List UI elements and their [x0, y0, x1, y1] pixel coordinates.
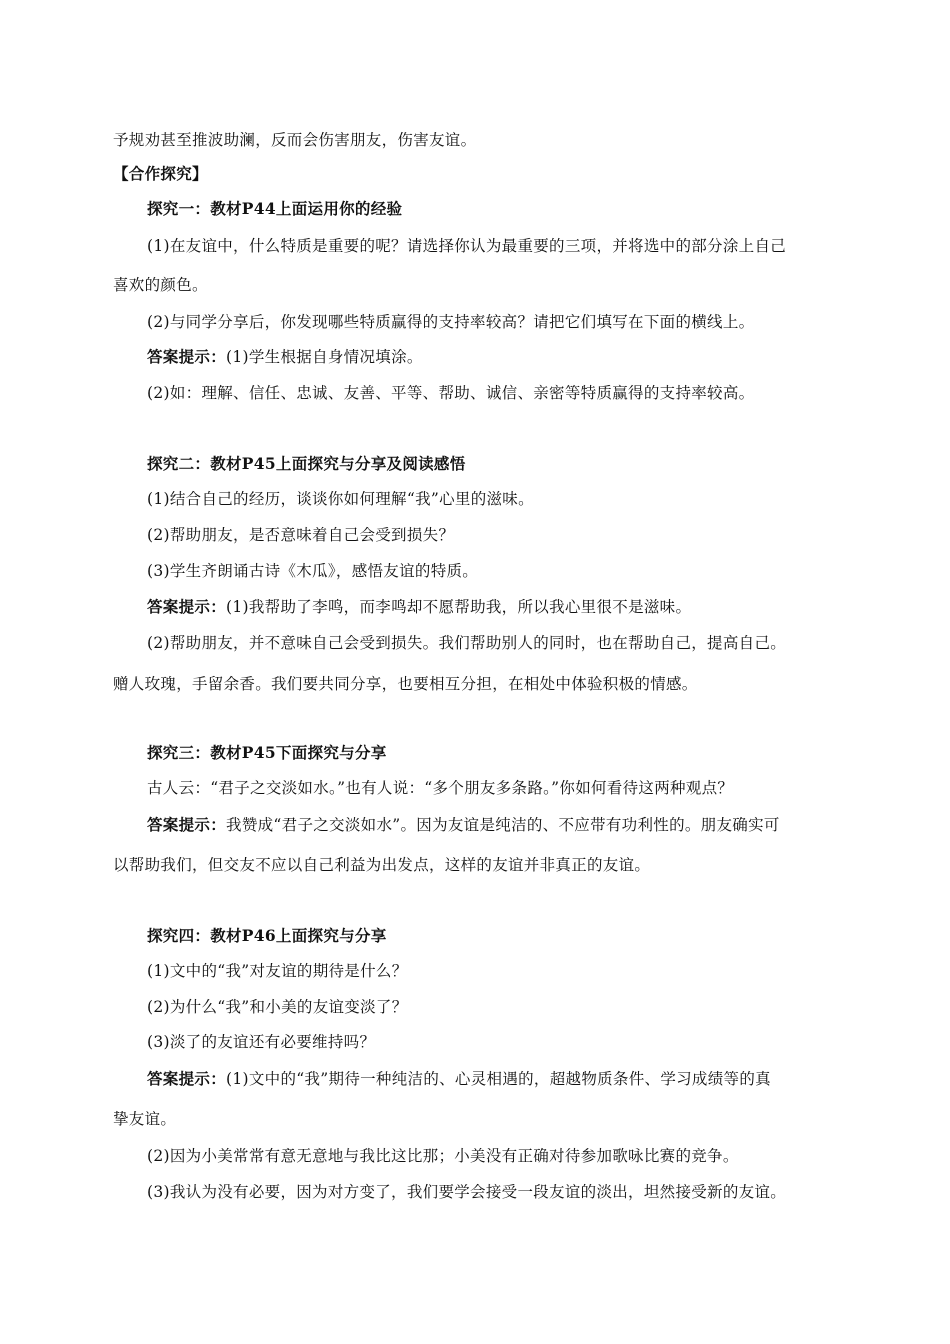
inquiry4-answer2: (2)因为小美常常有意无意地与我比这比那；小美没有正确对待参加歌咏比赛的竞争。: [147, 1147, 739, 1165]
answer-text: (1)文中的“我”期待一种纯洁的、心灵相遇的，超越物质条件、学习成绩等的真: [226, 1070, 771, 1088]
answer-label: 答案提示：: [147, 347, 227, 366]
inquiry4-question3: (3)淡了的友谊还有必要维持吗？: [147, 1033, 376, 1051]
inquiry1-title: 探究一：教材P44上面运用你的经验: [147, 199, 403, 218]
answer-label: 答案提示：: [147, 815, 227, 834]
inquiry1-question2: (2)与同学分享后，你发现哪些特质赢得的支持率较高？请把它们填写在下面的横线上。: [147, 313, 755, 331]
inquiry1-question1: (1)在友谊中，什么特质是重要的呢？请选择你认为最重要的三项，并将选中的部分涂上自己: [147, 237, 787, 255]
answer-label: 答案提示：: [147, 1069, 227, 1088]
inquiry2-question3: (3)学生齐朗诵古诗《木瓜》，感悟友谊的特质。: [147, 562, 479, 580]
inquiry2-answer2-cont: 赠人玫瑰，手留余香。我们要共同分享，也要相互分担，在相处中体验积极的情感。: [113, 675, 698, 693]
inquiry1-answer1: [147, 347, 423, 367]
answer-label: 答案提示：: [147, 597, 227, 616]
inquiry3-question1: 古人云：“君子之交淡如水。”也有人说：“多个朋友多条路。”你如何看待这两种观点？: [147, 779, 734, 797]
inquiry4-question2: (2)为什么“我”和小美的友谊变淡了？: [147, 998, 408, 1016]
intro-tail-text: 予规劝甚至推波助澜，反而会伤害朋友，伤害友谊。: [113, 131, 477, 149]
inquiry2-answer1: [147, 597, 691, 617]
inquiry1-question1-cont: 喜欢的颜色。: [113, 276, 208, 294]
inquiry1-answer2: (2)如：理解、信任、忠诚、友善、平等、帮助、诚信、亲密等特质赢得的支持率较高。: [147, 384, 755, 402]
answer-text: (1)学生根据自身情况填涂。: [226, 348, 423, 366]
inquiry4-answer1: [147, 1069, 771, 1089]
inquiry3-answer-cont: 以帮助我们，但交友不应以自己利益为出发点，这样的友谊并非真正的友谊。: [113, 856, 651, 874]
section-heading: 【合作探究】: [113, 164, 208, 183]
inquiry2-title: 探究二：教材P45上面探究与分享及阅读感悟: [147, 454, 466, 473]
inquiry2-question2: (2)帮助朋友，是否意味着自己会受到损失？: [147, 526, 455, 544]
answer-text: 我赞成“君子之交淡如水”。因为友谊是纯洁的、不应带有功利性的。朋友确实可: [226, 816, 780, 834]
inquiry4-answer1-cont: 挚友谊。: [113, 1110, 177, 1128]
inquiry2-answer2: (2)帮助朋友，并不意味自己会受到损失。我们帮助别人的同时，也在帮助自己，提高自己。: [147, 634, 787, 652]
inquiry4-answer3: (3)我认为没有必要，因为对方变了，我们要学会接受一段友谊的淡出，坦然接受新的友谊。: [147, 1183, 787, 1201]
inquiry3-title: 探究三：教材P45下面探究与分享: [147, 743, 387, 762]
inquiry4-title: 探究四：教材P46上面探究与分享: [147, 926, 387, 945]
inquiry2-question1: (1)结合自己的经历，谈谈你如何理解“我”心里的滋味。: [147, 490, 534, 508]
inquiry4-question1: (1)文中的“我”对友谊的期待是什么？: [147, 962, 408, 980]
answer-text: (1)我帮助了李鸣，而李鸣却不愿帮助我，所以我心里很不是滋味。: [226, 598, 692, 616]
inquiry3-answer: [147, 815, 780, 835]
